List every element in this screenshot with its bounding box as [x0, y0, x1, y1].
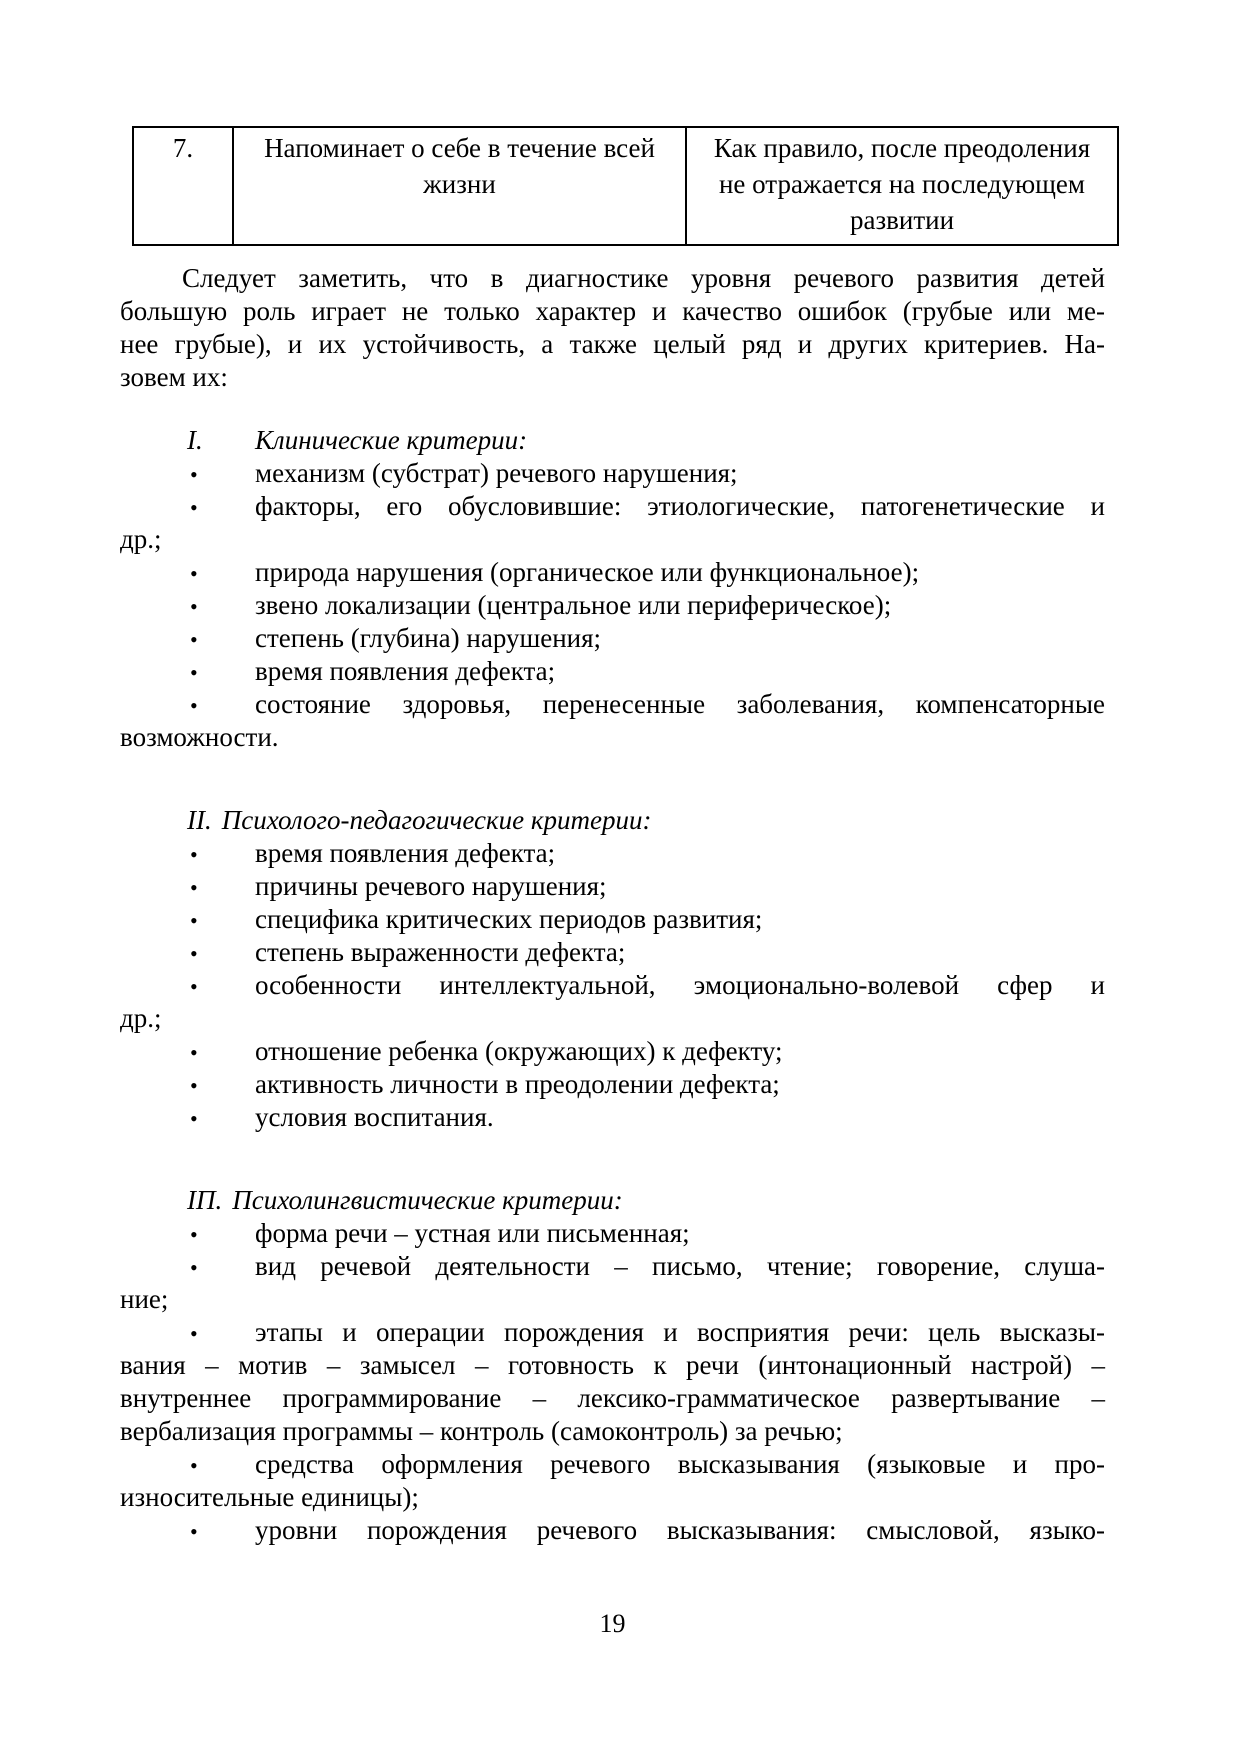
bullet-icon: •	[190, 561, 198, 586]
text-line: отношение ребенка (окружающих) к дефекту;	[255, 1036, 783, 1066]
bullet-icon: •	[190, 974, 198, 999]
list-item	[120, 1250, 1105, 1316]
text-line: Следует заметить, что в диагностике уровня речевого развития детей	[182, 263, 1105, 293]
table-cell-line: Напоминает о себе в течение всей	[264, 133, 655, 163]
list-item	[120, 622, 1105, 655]
bullet-icon: •	[190, 462, 198, 487]
bullet-icon: •	[190, 1222, 198, 1247]
section-title: Клинические критерии:	[255, 425, 528, 455]
table-cell-line: Как правило, после преодоления	[713, 133, 1091, 163]
text-line: механизм (субстрат) речевого нарушения;	[255, 458, 738, 488]
table-row	[133, 127, 1118, 245]
bullet-icon: •	[190, 693, 198, 718]
text-line: время появления дефекта;	[255, 656, 556, 686]
text-line: ние;	[120, 1284, 169, 1314]
section-number: I.	[187, 425, 203, 455]
bullet-icon: •	[190, 908, 198, 933]
intro-paragraph	[120, 262, 1105, 394]
text-line: условия воспитания.	[255, 1102, 494, 1132]
bullet-icon: •	[190, 1106, 198, 1131]
bullet-icon: •	[190, 627, 198, 652]
table-cell-outcome	[686, 127, 1118, 245]
list-item	[120, 936, 1105, 969]
bullet-icon: •	[190, 660, 198, 685]
text-line: др.;	[120, 524, 162, 554]
table-cell-line: не отражается на последующем	[718, 169, 1085, 199]
text-line: внутреннее программирование – лексико-грамматическое развертывание –	[120, 1383, 1105, 1413]
bullet-icon: •	[190, 1321, 198, 1346]
bullet-icon: •	[190, 941, 198, 966]
section-clinical-criteria	[120, 424, 1105, 754]
bullet-list	[120, 457, 1105, 754]
text-line: возможности.	[120, 722, 279, 752]
text-line: время появления дефекта;	[255, 838, 556, 868]
text-line: особенности интеллектуальной, эмоционально-волевой сфер и	[255, 970, 1105, 1000]
text-line: вербализация программы – контроль (самоконтроль) за речью;	[120, 1416, 843, 1446]
list-item	[120, 1448, 1105, 1514]
table-cell-number	[133, 127, 233, 245]
text-line: этапы и операции порождения и восприятия речи: цель высказы-	[255, 1317, 1105, 1347]
text-line: факторы, его обусловившие: этиологические, патогенетические и	[255, 491, 1105, 521]
text-line: степень (глубина) нарушения;	[255, 623, 602, 653]
list-item	[120, 870, 1105, 903]
list-item	[120, 457, 1105, 490]
text-line: вания – мотив – замысел – готовность к речи (интонационный настрой) –	[120, 1350, 1105, 1380]
table-cell-line: жизни	[423, 169, 496, 199]
list-item	[120, 1101, 1105, 1134]
table-cell-line: развитии	[849, 205, 955, 235]
bullet-icon: •	[190, 842, 198, 867]
list-item	[120, 969, 1105, 1035]
page-number: 19	[599, 1609, 626, 1638]
list-item	[120, 1316, 1105, 1448]
section-psycholinguistic-criteria	[120, 1184, 1105, 1547]
text-line: степень выраженности дефекта;	[255, 937, 626, 967]
bullet-icon: •	[190, 1255, 198, 1280]
text-line: нее грубые), и их устойчивость, а также целый ряд и других критериев. На-	[120, 329, 1105, 359]
bullet-icon: •	[190, 594, 198, 619]
bullet-list	[120, 837, 1105, 1134]
bullet-icon: •	[190, 1040, 198, 1065]
list-item	[120, 490, 1105, 556]
text-line: причины речевого нарушения;	[255, 871, 607, 901]
text-line: специфика критических периодов развития;	[255, 904, 763, 934]
list-item	[120, 903, 1105, 936]
list-item	[120, 1217, 1105, 1250]
list-item	[120, 1514, 1105, 1547]
list-item	[120, 589, 1105, 622]
text-line: форма речи – устная или письменная;	[255, 1218, 690, 1248]
text-line: звено локализации (центральное или периферическое);	[255, 590, 892, 620]
section-number: IП.	[187, 1185, 223, 1215]
section-psych-pedagogical-criteria	[120, 804, 1105, 1134]
bullet-icon: •	[190, 1453, 198, 1478]
section-heading	[120, 424, 1105, 457]
bullet-icon: •	[190, 1519, 198, 1544]
bullet-icon: •	[190, 1073, 198, 1098]
bullet-list	[120, 1217, 1105, 1547]
list-item	[120, 556, 1105, 589]
text-line: активность личности в преодолении дефекта;	[255, 1069, 780, 1099]
table-cell-feature	[233, 127, 686, 245]
text-line: зовем их:	[120, 362, 228, 392]
text-line: уровни порождения речевого высказывания: смысловой, языко-	[255, 1515, 1105, 1545]
section-heading	[120, 804, 1105, 837]
text-line: большую роль играет не только характер и качество ошибок (грубые или ме-	[120, 296, 1105, 326]
text-line: состояние здоровья, перенесенные заболевания, компенсаторные	[255, 689, 1105, 719]
criteria-table	[132, 126, 1119, 246]
bullet-icon: •	[190, 495, 198, 520]
text-line: др.;	[120, 1003, 162, 1033]
list-item	[120, 655, 1105, 688]
row-number: 7.	[172, 133, 194, 163]
text-flow	[120, 262, 1105, 1639]
text-line: вид речевой деятельности – письмо, чтение; говорение, слуша-	[255, 1251, 1105, 1281]
text-line: средства оформления речевого высказывания (языковые и про-	[255, 1449, 1105, 1479]
bullet-icon: •	[190, 875, 198, 900]
section-title: Психолингвистические критерии:	[232, 1185, 623, 1215]
list-item	[120, 688, 1105, 754]
section-heading	[120, 1184, 1105, 1217]
text-line: износительные единицы);	[120, 1482, 419, 1512]
list-item	[120, 1068, 1105, 1101]
section-number: II.	[187, 805, 212, 835]
list-item	[120, 837, 1105, 870]
list-item	[120, 1035, 1105, 1068]
section-title: Психолого-педагогические критерии:	[221, 805, 652, 835]
text-line: природа нарушения (органическое или функциональное);	[255, 557, 920, 587]
